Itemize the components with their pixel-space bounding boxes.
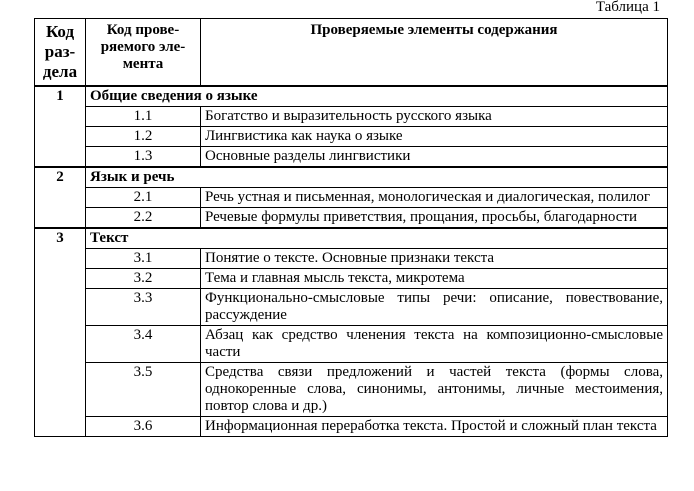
header-section-code: Код раз-дела — [35, 19, 86, 87]
section-title: Текст — [86, 228, 668, 249]
table-row — [35, 289, 668, 326]
element-code: 3.6 — [86, 417, 201, 437]
content-table — [34, 18, 668, 437]
element-content: Средства связи предложений и частей текста (формы слова, однокоренные слова, синонимы, антонимы, личные местоимения, повтор слова и др.) — [201, 363, 668, 417]
element-content: Абзац как средство членения текста на композиционно-смысловые части — [201, 326, 668, 363]
header-content: Проверяемые элементы содержания — [201, 19, 668, 87]
section-title: Язык и речь — [86, 167, 668, 188]
table-caption: Таблица 1 — [595, 0, 660, 15]
table-row — [35, 417, 668, 437]
element-content: Информационная переработка текста. Простой и сложный план текста — [201, 417, 668, 437]
section-title: Общие сведения о языке — [86, 86, 668, 107]
element-code: 3.2 — [86, 269, 201, 289]
table-row — [35, 147, 668, 168]
table-row — [35, 188, 668, 208]
element-code: 3.5 — [86, 363, 201, 417]
table-row — [35, 208, 668, 229]
element-code: 1.3 — [86, 147, 201, 168]
section-row — [35, 228, 668, 249]
element-content: Понятие о тексте. Основные признаки текста — [201, 249, 668, 269]
table-row — [35, 127, 668, 147]
table-header-row — [35, 19, 668, 87]
section-row — [35, 86, 668, 107]
section-row — [35, 167, 668, 188]
element-code: 3.4 — [86, 326, 201, 363]
header-element-code: Код прове-ряемого эле-мента — [86, 19, 201, 87]
element-content: Тема и главная мысль текста, микротема — [201, 269, 668, 289]
section-number: 1 — [35, 86, 86, 167]
element-content: Речевые формулы приветствия, прощания, просьбы, благодарности — [201, 208, 668, 229]
element-code: 3.1 — [86, 249, 201, 269]
element-code: 1.2 — [86, 127, 201, 147]
section-number: 2 — [35, 167, 86, 228]
element-code: 2.1 — [86, 188, 201, 208]
element-content: Богатство и выразительность русского языка — [201, 107, 668, 127]
table-body — [35, 86, 668, 437]
section-number: 3 — [35, 228, 86, 437]
table-row — [35, 363, 668, 417]
element-content: Функционально-смысловые типы речи: описание, повествование, рассуждение — [201, 289, 668, 326]
table-row — [35, 249, 668, 269]
element-code: 2.2 — [86, 208, 201, 229]
table-row — [35, 107, 668, 127]
table-row — [35, 326, 668, 363]
element-content: Основные разделы лингвистики — [201, 147, 668, 168]
element-code: 3.3 — [86, 289, 201, 326]
element-code: 1.1 — [86, 107, 201, 127]
element-content: Лингвистика как наука о языке — [201, 127, 668, 147]
table-row — [35, 269, 668, 289]
element-content: Речь устная и письменная, монологическая и диалогическая, полилог — [201, 188, 668, 208]
